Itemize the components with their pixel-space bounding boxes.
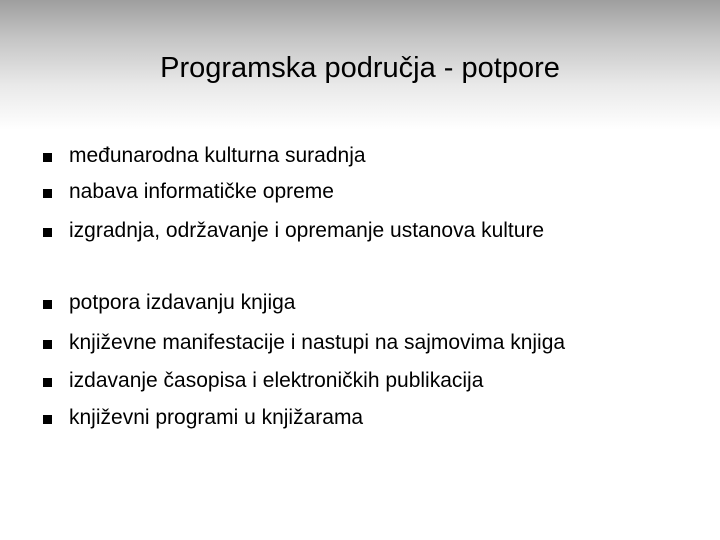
bullet-item	[43, 328, 703, 358]
bullet-item	[43, 141, 703, 171]
bullet-item	[43, 403, 703, 433]
square-bullet-icon	[43, 228, 52, 237]
bullet-text: izgradnja, održavanje i opremanje ustanova kulture	[69, 219, 545, 242]
slide-title: Programska područja - potpore	[160, 52, 560, 84]
square-bullet-icon	[43, 189, 52, 198]
bullet-item	[43, 366, 703, 396]
bullet-item	[43, 216, 703, 246]
bullet-text: književni programi u knjižarama	[69, 406, 364, 429]
bullet-text: potpora izdavanju knjiga	[69, 291, 296, 314]
square-bullet-icon	[43, 300, 52, 309]
square-bullet-icon	[43, 340, 52, 349]
square-bullet-icon	[43, 378, 52, 387]
bullet-item	[43, 177, 703, 207]
bullet-text: nabava informatičke opreme	[69, 180, 334, 203]
bullet-text: književne manifestacije i nastupi na sajmovima knjiga	[69, 331, 566, 354]
bullet-item	[43, 288, 703, 318]
bullet-text: izdavanje časopisa i elektroničkih publikacija	[69, 369, 484, 392]
square-bullet-icon	[43, 415, 52, 424]
square-bullet-icon	[43, 153, 52, 162]
bullet-text: međunarodna kulturna suradnja	[69, 144, 366, 167]
